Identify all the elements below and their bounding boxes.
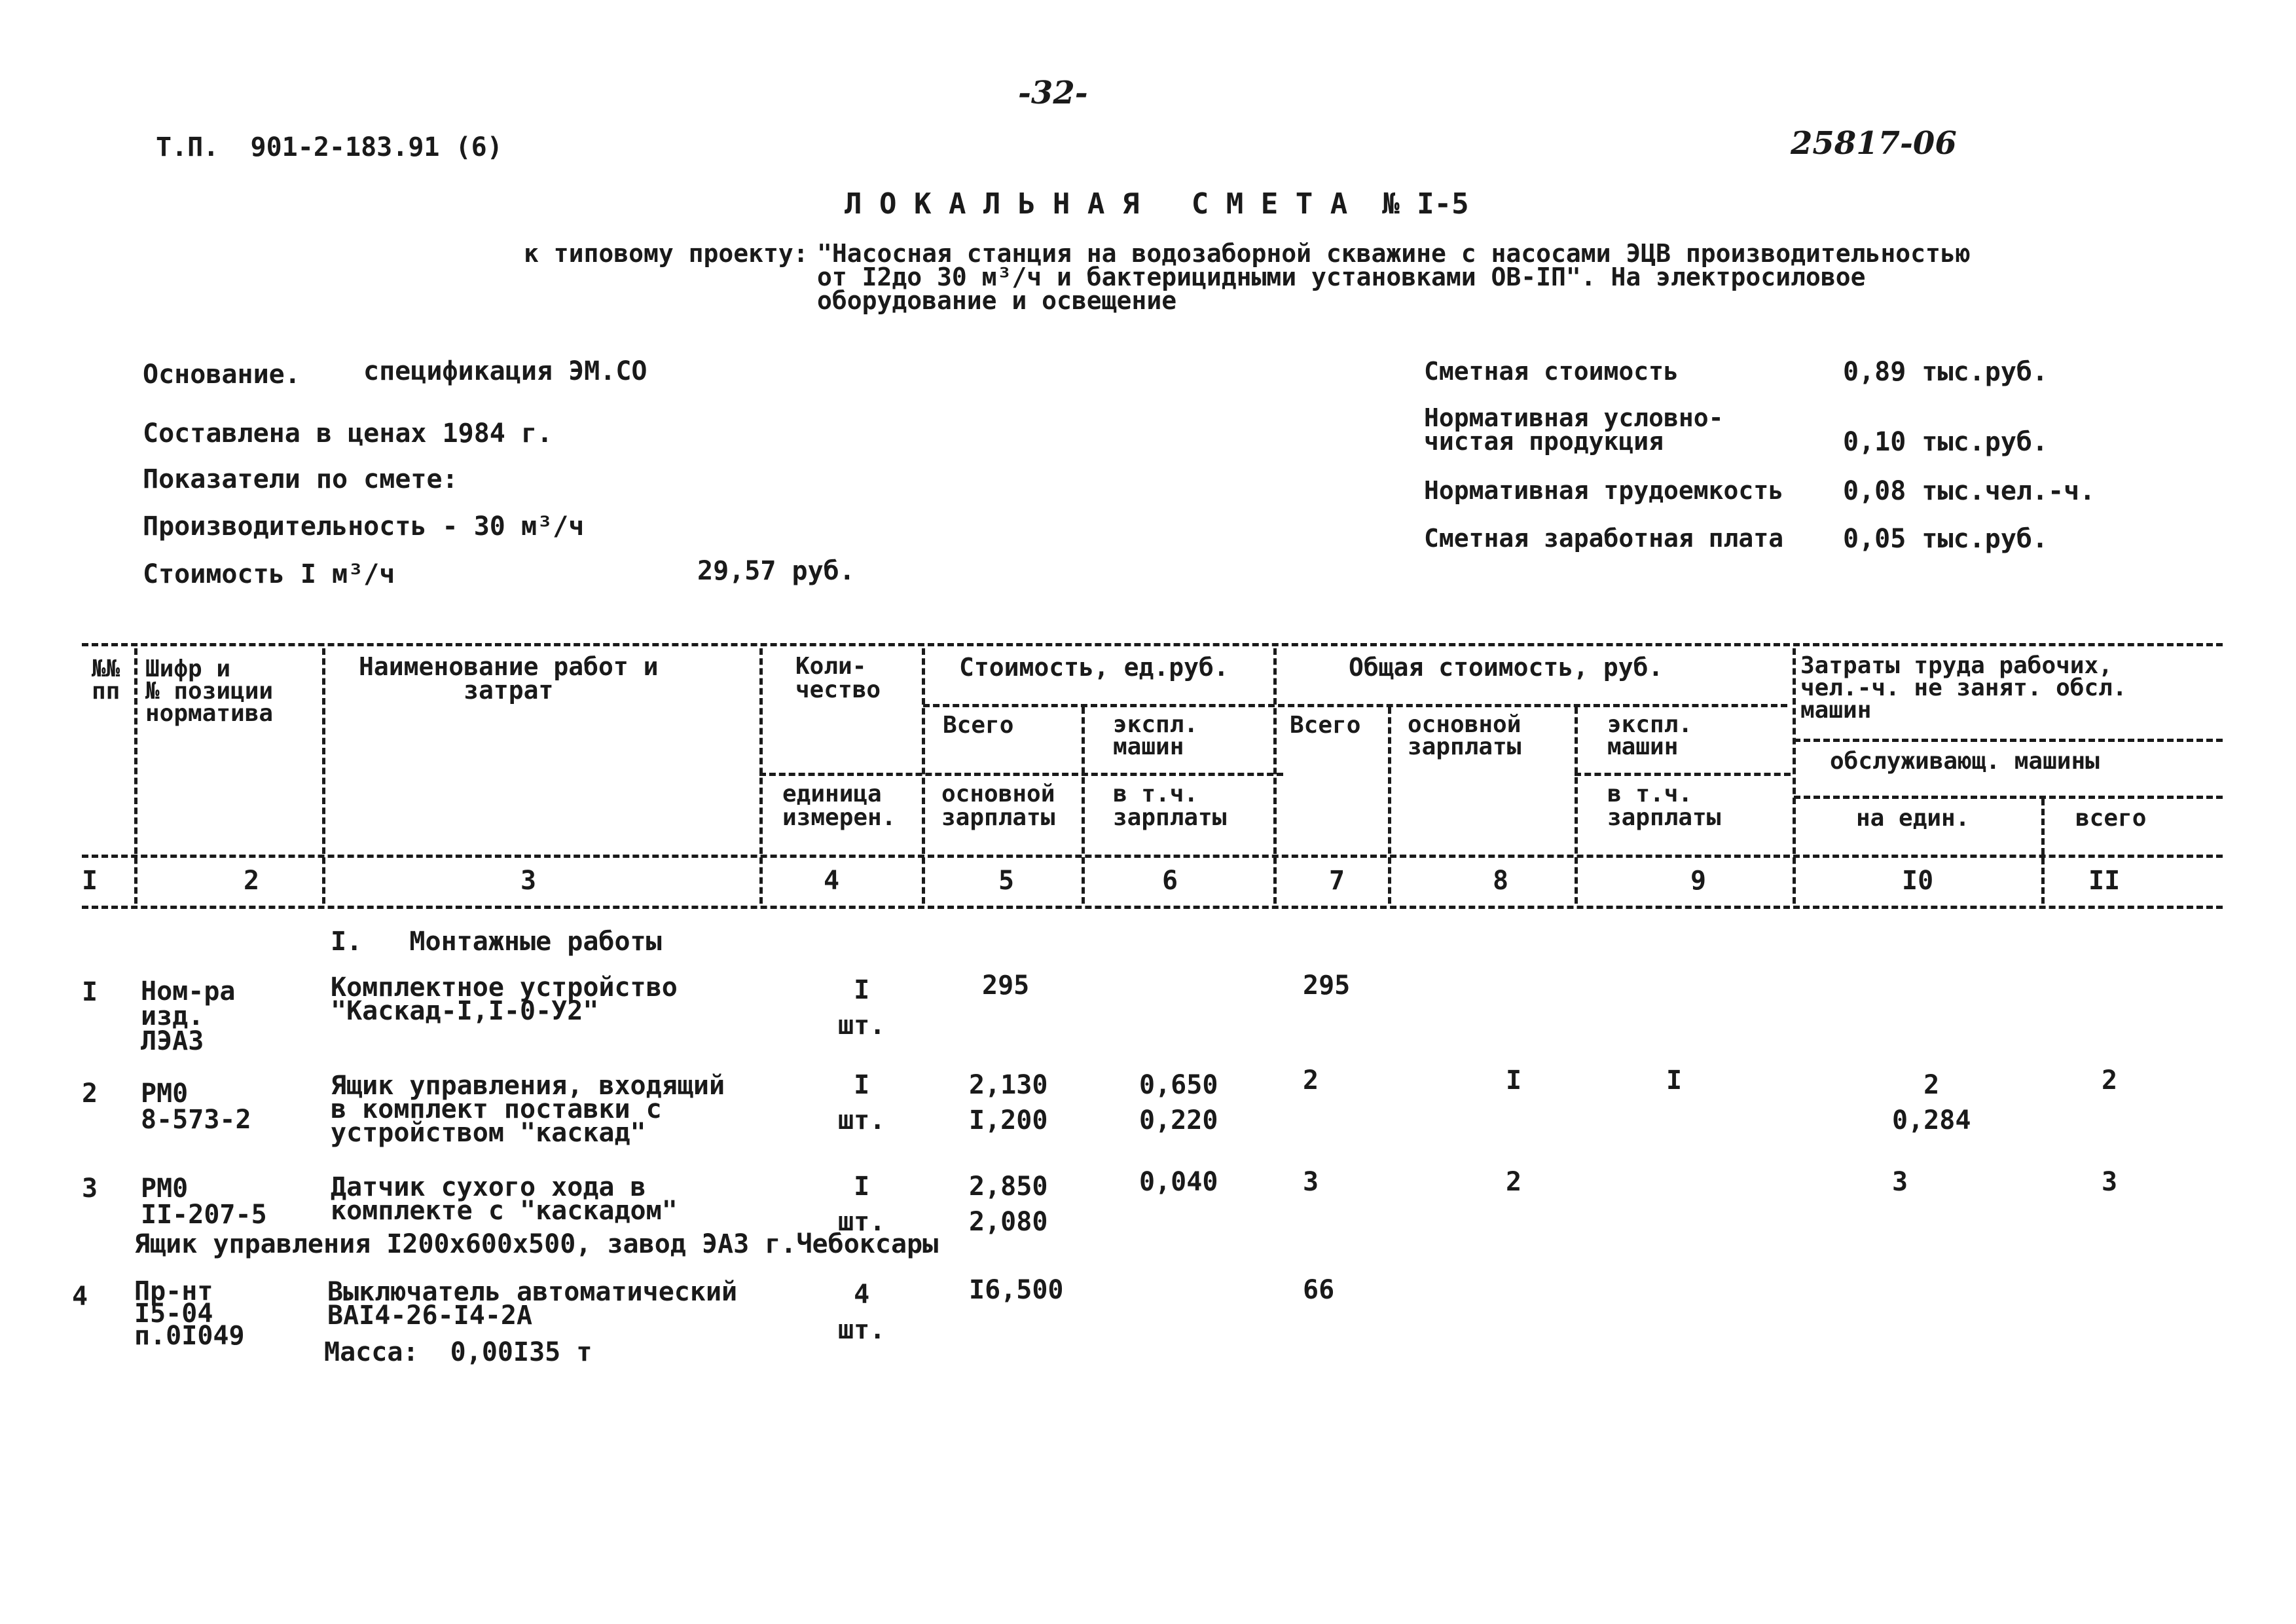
col-divider-2: [322, 648, 325, 904]
subtitle-prefix: к типовому проекту:: [524, 239, 809, 268]
subtitle-line-2: от I2до 30 м³/ч и бактерицидными установками ОВ-IП". На электросиловое: [817, 263, 1866, 291]
header-labor: Затраты труда рабочих, чел.-ч. не занят. обсл. машин: [1800, 652, 2127, 724]
page-number: -32-: [1018, 75, 1088, 111]
labor-intensity-value: 0,08 тыс.чел.-ч.: [1843, 476, 2096, 506]
header-col-5-top: Всего: [943, 712, 1014, 739]
row-3-unit-costs: 2,850 2,080: [969, 1172, 1048, 1237]
header-col-10: на един.: [1856, 805, 1970, 832]
document-code: Т.П. 901-2-183.91 (6): [156, 132, 503, 162]
col-number-7: 7: [1329, 866, 1345, 896]
basis-label: Основание.: [143, 360, 301, 390]
row-3-number: 3: [82, 1173, 98, 1204]
row-3-qty: I шт.: [838, 1172, 886, 1237]
row-4-mass: Масса: 0,00I35 т: [324, 1337, 592, 1367]
row-3-labor-total: 3: [2102, 1167, 2118, 1197]
header-cost-unit: Стоимость, ед.руб.: [959, 653, 1229, 682]
row-2-machine-total: I: [1666, 1065, 1683, 1096]
subrow-rule-right: [1575, 773, 1791, 776]
row-2-machine-costs: 0,650 0,220: [1139, 1070, 1218, 1135]
basis-value: спецификация ЭМ.СО: [363, 356, 647, 386]
header-col-3: Наименование работ и затрат: [359, 652, 659, 705]
subtitle-line-3: оборудование и освещение: [817, 286, 1177, 315]
col-divider-8: [1575, 707, 1578, 904]
row-4-name: Выключатель автоматический ВАI4-26-I4-2А: [327, 1277, 738, 1331]
row-3-code: РМ0 II-207-5: [141, 1173, 267, 1230]
row-4-unit-total: I6,500: [969, 1275, 1064, 1305]
col-number-4: 4: [824, 866, 840, 896]
labor-intensity-label: Нормативная трудоемкость: [1424, 476, 1784, 505]
row-2-name: Ящик управления, входящий в комплект поставки с устройством "каскад": [331, 1071, 725, 1148]
labor-underline: [1794, 739, 2223, 742]
col-number-8: 8: [1493, 866, 1509, 896]
row-3-base-wages: 2: [1506, 1167, 1522, 1197]
col-divider-10: [2041, 799, 2045, 904]
row-2-unit-costs: 2,130 I,200: [969, 1070, 1048, 1135]
col-number-10: I0: [1902, 866, 1934, 896]
row-2-labor-unit: 2 0,284: [1892, 1070, 1971, 1135]
header-col-5-bottom: основной зарплаты: [941, 781, 1055, 831]
net-product-value: 0,10 тыс.руб.: [1843, 427, 2049, 457]
col-divider-9: [1793, 648, 1796, 904]
row-1-qty: I шт.: [838, 975, 886, 1041]
header-col-11: всего: [2075, 805, 2147, 832]
row-1-name: Комплектное устройство "Каскад-I,I-0-У2": [331, 972, 678, 1026]
header-col-9-bottom: в т.ч. зарплаты: [1607, 781, 1721, 831]
wages-label: Сметная заработная плата: [1424, 524, 1784, 553]
table-top-rule: [82, 643, 2223, 646]
row-3-labor-unit: 3: [1892, 1167, 1908, 1197]
header-col-1: №№ пп: [92, 655, 120, 705]
cost-unit-underline: [923, 704, 1787, 707]
estimate-cost-value: 0,89 тыс.руб.: [1843, 357, 2049, 387]
row-2-qty: I шт.: [838, 1070, 886, 1135]
col-number-2: 2: [244, 866, 260, 896]
row-2-labor-total: 2: [2102, 1065, 2118, 1096]
subrow-rule: [759, 773, 1283, 776]
header-col-8: основной зарплаты: [1408, 711, 1522, 760]
header-col-4-bottom: единица измерен.: [782, 781, 896, 831]
numbers-bottom-rule: [82, 906, 2223, 909]
row-4-total: 66: [1303, 1275, 1335, 1305]
col-divider-7: [1388, 707, 1391, 904]
row-3-name: Датчик сухого хода в комплекте с "каскадом": [331, 1172, 678, 1226]
row-1-total: 295: [1303, 970, 1351, 1001]
row-3-machine-costs: 0,040: [1139, 1167, 1218, 1197]
row-2-base-wages: I: [1506, 1065, 1522, 1096]
net-product-label: Нормативная условно- чистая продукция: [1424, 403, 1724, 456]
col-divider-3: [759, 648, 763, 904]
header-col-4-top: Коли- чество: [795, 653, 881, 703]
document-title: Л О К А Л Ь Н А Я С М Е Т А № I-5: [845, 187, 1469, 221]
col-number-5: 5: [998, 866, 1015, 896]
row-2-total: 2: [1303, 1065, 1319, 1096]
row-4-qty: 4 шт.: [838, 1280, 886, 1345]
header-col-9-top: экспл. машин: [1607, 711, 1693, 760]
unit-cost-label: Стоимость I м³/ч: [143, 559, 395, 589]
col-divider-6: [1273, 648, 1277, 904]
row-3-note: Ящик управления I200х600х500, завод ЭАЗ г.Чебоксары: [134, 1229, 939, 1259]
header-col-6-bottom: в т.ч. зарплаты: [1113, 781, 1227, 831]
subtitle-line-1: "Насосная станция на водозаборной скважине с насосами ЭЦВ производительностью: [817, 239, 1971, 268]
col-number-9: 9: [1690, 866, 1707, 896]
labor-sub-underline: [1794, 796, 2223, 799]
row-2-number: 2: [82, 1079, 98, 1109]
col-number-6: 6: [1162, 866, 1178, 896]
header-col-6-top: экспл. машин: [1113, 711, 1199, 760]
col-number-3: 3: [520, 866, 537, 896]
header-col-2: Шифр и № позиции норматива: [145, 655, 274, 727]
row-1-code: Ном-ра изд. ЛЭАЗ: [141, 976, 236, 1056]
row-1-number: I: [82, 977, 98, 1007]
header-cost-total: Общая стоимость, руб.: [1349, 653, 1664, 682]
header-bottom-rule: [82, 855, 2223, 858]
row-3-total: 3: [1303, 1167, 1319, 1197]
col-divider-5: [1082, 707, 1085, 904]
wages-value: 0,05 тыс.руб.: [1843, 524, 2049, 554]
indicators-label: Показатели по смете:: [143, 464, 458, 494]
row-4-number: 4: [72, 1282, 88, 1312]
col-divider-4: [922, 648, 925, 904]
row-2-code: РМ0 8-573-2: [141, 1079, 251, 1135]
col-divider-1: [134, 648, 137, 904]
header-col-7: Всего: [1290, 712, 1361, 739]
registration-number: 25817-06: [1791, 125, 1957, 162]
col-number-11: II: [2088, 866, 2121, 896]
estimate-cost-label: Сметная стоимость: [1424, 357, 1679, 386]
unit-cost-value: 29,57 руб.: [697, 556, 855, 586]
prices-line: Составлена в ценах 1984 г.: [143, 418, 553, 449]
header-labor-sub: обслуживающ. машины: [1830, 748, 2100, 775]
col-number-1: I: [82, 866, 98, 896]
row-4-code: Пр-нт I5-04 п.0I049: [134, 1276, 245, 1351]
capacity-line: Производительность - 30 м³/ч: [143, 511, 585, 542]
section-title: I. Монтажные работы: [331, 927, 662, 957]
row-1-unit-total: 295: [982, 970, 1030, 1001]
